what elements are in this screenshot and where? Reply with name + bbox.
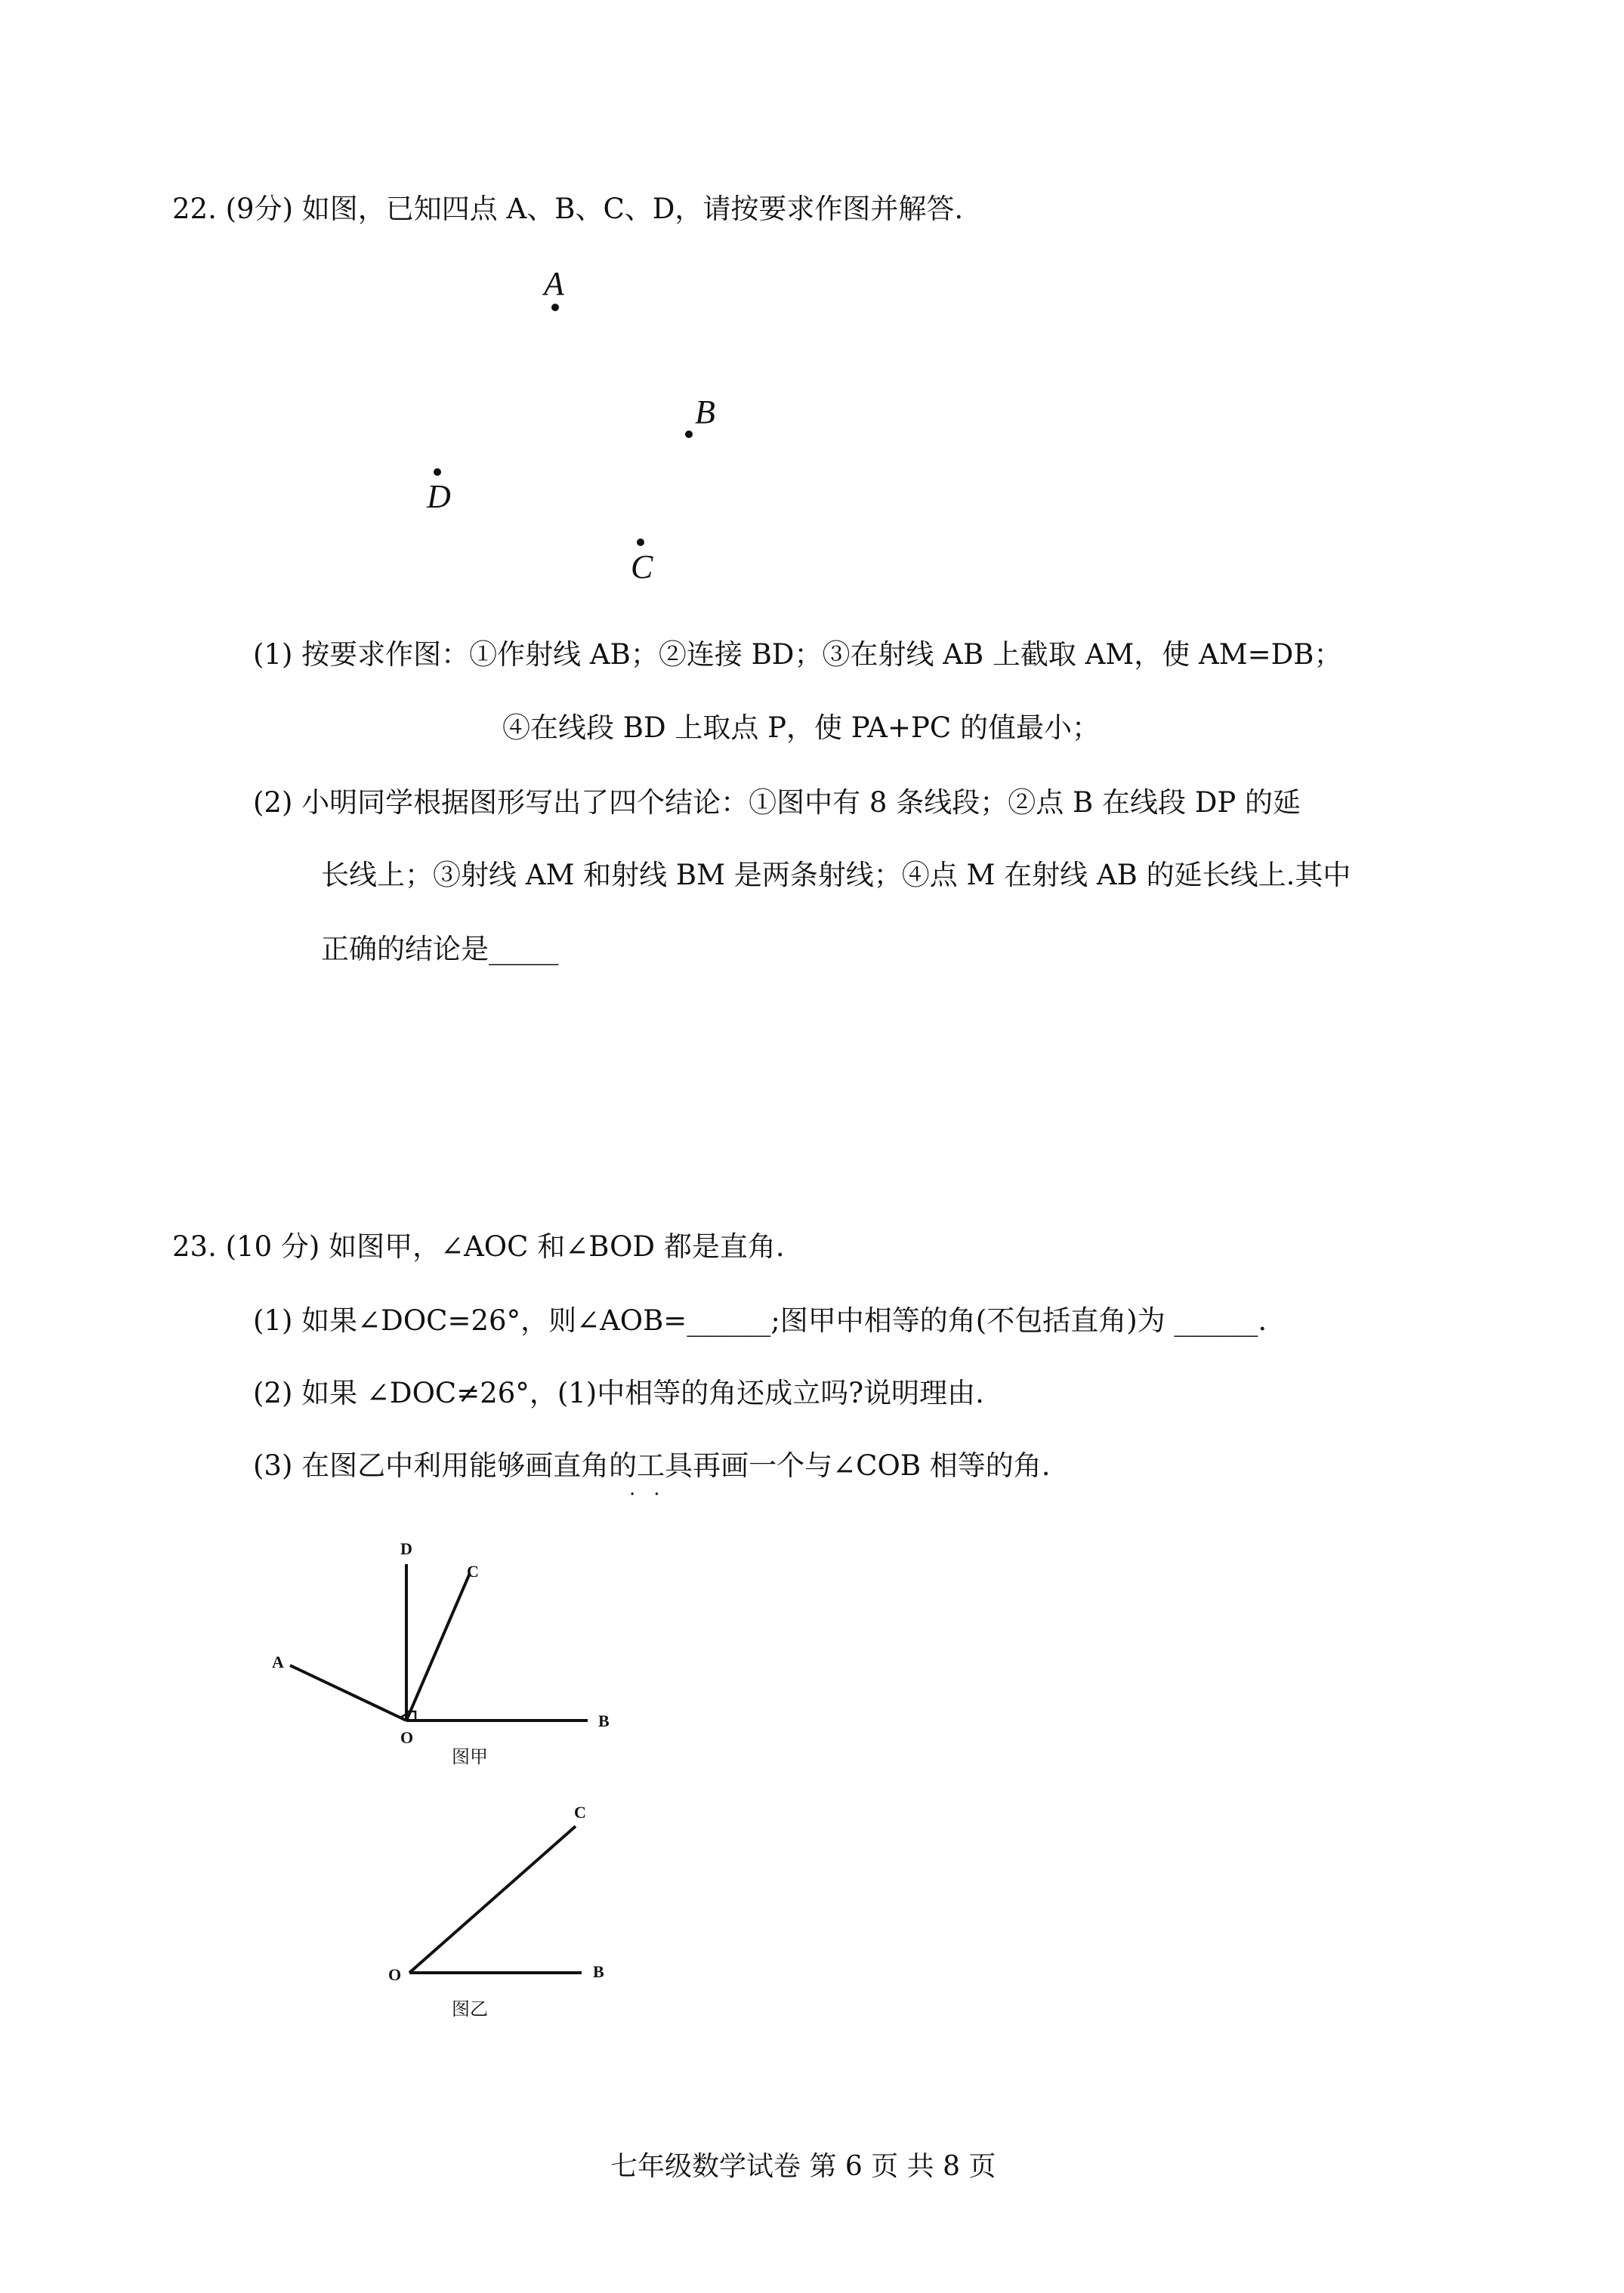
q22-part2-line1: (2) 小明同学根据图形写出了四个结论：①图中有 8 条线段；②点 B 在线段 DP 的延: [253, 786, 1301, 819]
q22-part1-line2: ④在线段 BD 上取点 P，使 PA+PC 的值最小；: [502, 711, 1100, 744]
q22-part2-line2: 长线上；③射线 AM 和射线 BM 是两条射线；④点 M 在射线 AB 的延长线上.其中: [321, 859, 1351, 891]
ray-oc-yi: [409, 1826, 576, 1973]
point-c-label: C: [631, 548, 653, 585]
fig-jia-b-label: B: [598, 1711, 610, 1730]
emphasis-dots: ··: [629, 1483, 678, 1506]
fig-jia-a-label: A: [272, 1653, 284, 1671]
point-b-label: B: [695, 393, 715, 431]
q22-part1-line1: (1) 按要求作图：①作射线 AB；②连接 BD；③在射线 AB 上截取 AM，使 AM=DB；: [253, 638, 1342, 671]
page-footer: 七年级数学试卷 第 6 页 共 8 页: [610, 2151, 996, 2182]
q23-part1: (1) 如果∠DOC=26°，则∠AOB=______;图甲中相等的角(不包括直角)为 ______.: [253, 1304, 1267, 1337]
fig-jia-c-label: C: [467, 1562, 479, 1581]
fig-yi-o-label: O: [388, 1965, 402, 1984]
fig-yi-b-label: B: [593, 1962, 604, 1981]
point-d-label: D: [427, 478, 451, 515]
fig-yi-caption: 图乙: [452, 1998, 488, 2020]
q22-part2-line3: 正确的结论是_____: [321, 933, 559, 965]
q22-header: 22. (9分) 如图，已知四点 A、B、C、D，请按要求作图并解答.: [172, 193, 964, 225]
fig-jia-o-label: O: [400, 1728, 414, 1747]
point-a-label: A: [544, 265, 564, 302]
q23-part2: (2) 如果 ∠DOC≠26°，(1)中相等的角还成立吗?说明理由.: [253, 1377, 984, 1409]
fig-jia-caption: 图甲: [452, 1746, 488, 1767]
fig-yi-c-label: C: [574, 1803, 586, 1822]
fig-jia-d-label: D: [400, 1539, 412, 1558]
q23-part3: (3) 在图乙中利用能够画直角的工具再画一个与∠COB 相等的角.: [253, 1449, 1051, 1482]
q23-header: 23. (10 分) 如图甲，∠AOC 和∠BOD 都是直角.: [172, 1230, 785, 1263]
